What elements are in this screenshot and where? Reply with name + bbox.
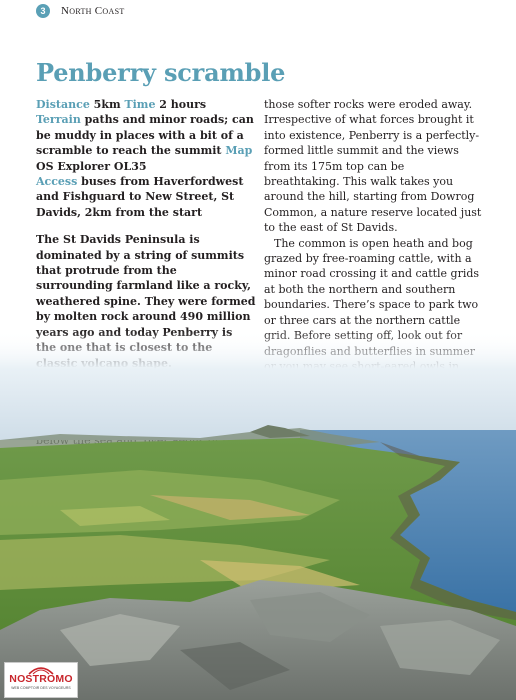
logo-name: NOSTROMO [9,673,73,685]
body-paragraph: those softer rocks were eroded away. Irrespective of what forces brought it into existence, Penberry is a perfectly-formed little summit and the views from its 175m top can be breathtaking. This walk takes you around the hill, starting from Dowrog Common, a nature reserve located just to the east of St Davids. [264,98,482,235]
distance-label: Distance [36,98,90,111]
terrain-value: paths and minor roads; can be muddy in places with a bit of a scramble to reach the summit [36,113,254,158]
page-number-badge: 3 [36,4,50,18]
logo-tagline: WEB COMPTOIR DES VOYAGEURS [11,686,71,690]
walk-title: Penberry scramble [36,58,286,87]
map-label: Map [225,144,253,158]
time-label: Time [124,98,156,111]
running-header [36,3,125,19]
terrain-label: Terrain [36,113,81,127]
intro-paragraph: The St Davids Peninsula is dominated by a string of summits that protrude from the surrounding farmland like a rocky, weathered spine. They were formed by molten rock around 490 million [36,233,256,324]
map-value: OS Explorer OL35 [36,159,147,173]
access-label: Access [36,175,78,189]
time-value: 2 hours [159,98,207,111]
access-value: buses from Haverfordwest and Fishguard to New Street, St Davids, 2km from the start [36,175,244,219]
distance-value: 5km [93,98,121,111]
landscape-photo [0,330,516,700]
walk-facts [36,97,256,220]
body-paragraph: The common is open heath and bog grazed by free-roaming cattle, with a minor road crossing it and cattle grids at both the northern and southern boundaries. There’s space to park two or three cars at the northern cattle [264,236,480,327]
nostromo-logo [4,662,78,698]
section-name: North Coast [61,5,125,17]
